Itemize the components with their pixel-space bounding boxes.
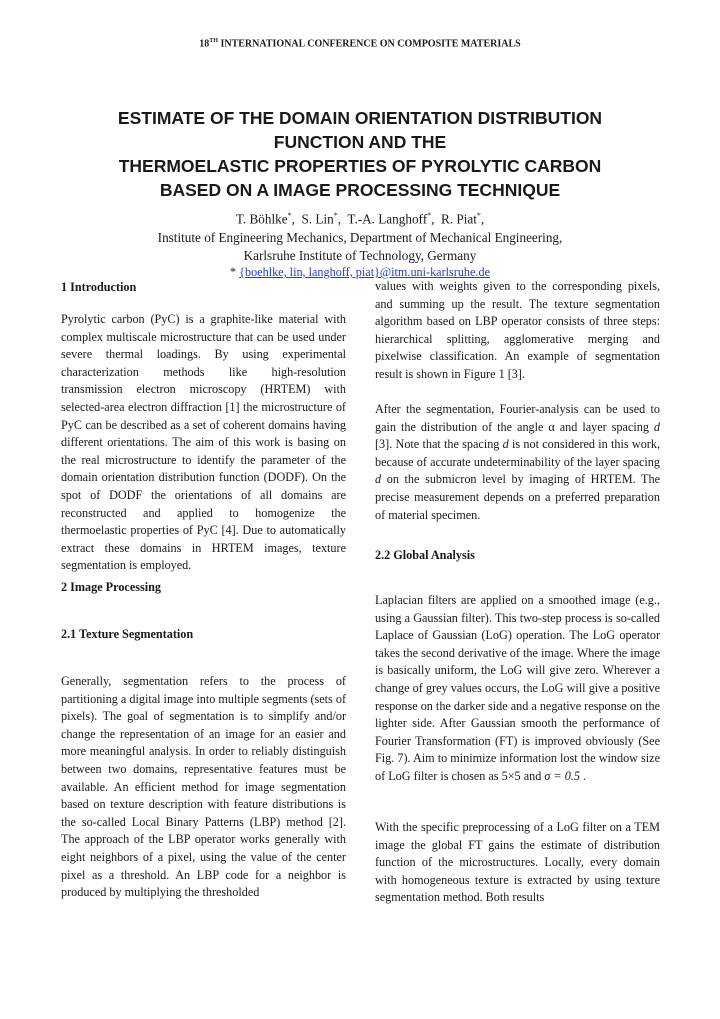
paragraph-text: Laplacian filters are applied on a smoothed image (e.g., using a Gaussian filter). This two-step process is so-called Laplace of Gaussian (LoG) operation. The LoG operator takes the second derivative of the image. Where the image is basically uniform, the LoG will give zero. Wherever a change of grey values occurs, the LoG will give a positive response on the darker side and a negative response on the lighter side. After Gaussian smooth the performance of Fourier Transformation (FT) is improved obviously (See Fig. 7). Aim to minimize information lost the window size of LoG filter is chosen as <box>375 593 660 783</box>
author-name: T.-A. Langhoff <box>347 211 428 227</box>
author-name: S. Lin <box>301 211 334 227</box>
author-mark: * <box>287 211 292 220</box>
author-mark: * <box>427 211 432 220</box>
paragraph-text: After the segmentation, Fourier-analysis can be used to gain the distribution of the angle α and layer spacing <box>375 402 660 434</box>
fourier-analysis-paragraph <box>375 401 660 524</box>
section-heading-introduction: 1 Introduction <box>61 280 137 294</box>
author-mark: * <box>333 211 338 220</box>
paragraph-text: . <box>579 768 587 783</box>
symbol-d: d <box>653 419 660 434</box>
sigma-formula: σ = 0.5 <box>544 768 580 783</box>
paper-title <box>70 106 650 202</box>
author-name: R. Piat <box>440 211 477 227</box>
title-line: BASED ON A IMAGE PROCESSING TECHNIQUE <box>159 180 561 200</box>
title-line: THERMOELASTIC PROPERTIES OF PYROLYTIC CARBON <box>118 156 602 176</box>
symbol-d: d <box>375 472 382 487</box>
paragraph-text: and <box>520 768 545 783</box>
paragraph-text: on the submicron level by imaging of HRTEM. The precise measurement depends on a preferred preparation of material specimen. <box>375 472 660 522</box>
texture-segmentation-paragraph: Generally, segmentation refers to the process of partitioning a digital image into multiple segments (sets of pixels). The goal of segmentation is to simplify and/or change the representation of an image for an easier and more meaningful analysis. In order to reliably distinguish between two domains, representative features must be available. An efficient method for image segmentation based on texture description with feature distributions is the so-called Local Binary Patterns (LBP) method [2]. The approach of the LBP operator works generally with eight neighbors of a pixel, using the value of the center pixel as a threshold. An LBP code for a neighbor is produced by multiplying the thresholded <box>61 674 347 900</box>
section-heading-global-analysis: 2.2 Global Analysis <box>375 548 475 562</box>
running-header <box>0 38 720 49</box>
title-line: FUNCTION AND THE <box>273 132 447 152</box>
segmentation-continued-paragraph: values with weights given to the corresponding pixels, and summing up the result. The texture segmentation algorithm based on LBP operator consists of three steps: hierarchical splitting, agglomerative merging and pixelwise classification. An example of segmentation result is shown in Figure 1 [3]. <box>375 279 660 381</box>
author-mark: * <box>476 211 481 220</box>
affiliation-line: Karlsruhe Institute of Technology, Germany <box>243 248 477 263</box>
paragraph-text: is not considered in this work, because of accurate undeterminability of the layer spacing <box>375 437 660 469</box>
section-heading-texture-segmentation: 2.1 Texture Segmentation <box>61 627 194 641</box>
section-heading-image-processing: 2 Image Processing <box>61 580 161 594</box>
log-filter-paragraph: With the specific preprocessing of a LoG filter on a TEM image the global FT gains the estimate of distribution function of the microstructures. Locally, every domain with homogeneous texture is extracted by using texture segmentation method. Both results <box>375 820 660 905</box>
symbol-d: d <box>502 437 509 452</box>
window-size-formula: 5×5 <box>501 768 521 783</box>
author-name: T. Böhlke <box>235 211 288 227</box>
affiliation-line: Institute of Engineering Mechanics, Department of Mechanical Engineering, <box>157 230 563 245</box>
email-prefix: * <box>230 265 240 279</box>
author-list: T. Böhlke*, S. Lin*, T.-A. Langhoff*, R. Piat*, <box>235 211 485 227</box>
header-ordinal-suffix: TH <box>209 38 218 44</box>
paragraph-text: [3]. Note that the spacing <box>375 437 503 452</box>
header-conference: INTERNATIONAL CONFERENCE ON COMPOSITE MATERIALS <box>217 38 521 50</box>
header-ordinal: 18 <box>199 38 210 50</box>
title-line: ESTIMATE OF THE DOMAIN ORIENTATION DISTRIBUTION <box>117 108 603 128</box>
introduction-paragraph: Pyrolytic carbon (PyC) is a graphite-like material with complex multiscale microstructure that can be used under severe thermal loadings. By using experimental characterization methods like high-resolution transmission electron microscopy (HRTEM) with selected-area electron diffraction [1] the microstructure of PyC can be described as a set of coherent domains having different orientations. The aim of this work is basing on the real microstructure to identify the parameter of the domain orientation distribution function (DODF). On the spot of DODF the orientations of all domains are reconstructed and applied to homogenize the thermoelastic properties of PyC [4]. Due to automatically extract these domains in HRTEM images, texture segmentation is employed. <box>61 312 346 573</box>
email-link[interactable]: {boehlke, lin, langhoff, piat}@itm.uni-karlsruhe.de <box>239 265 490 279</box>
global-analysis-paragraph <box>375 592 660 786</box>
